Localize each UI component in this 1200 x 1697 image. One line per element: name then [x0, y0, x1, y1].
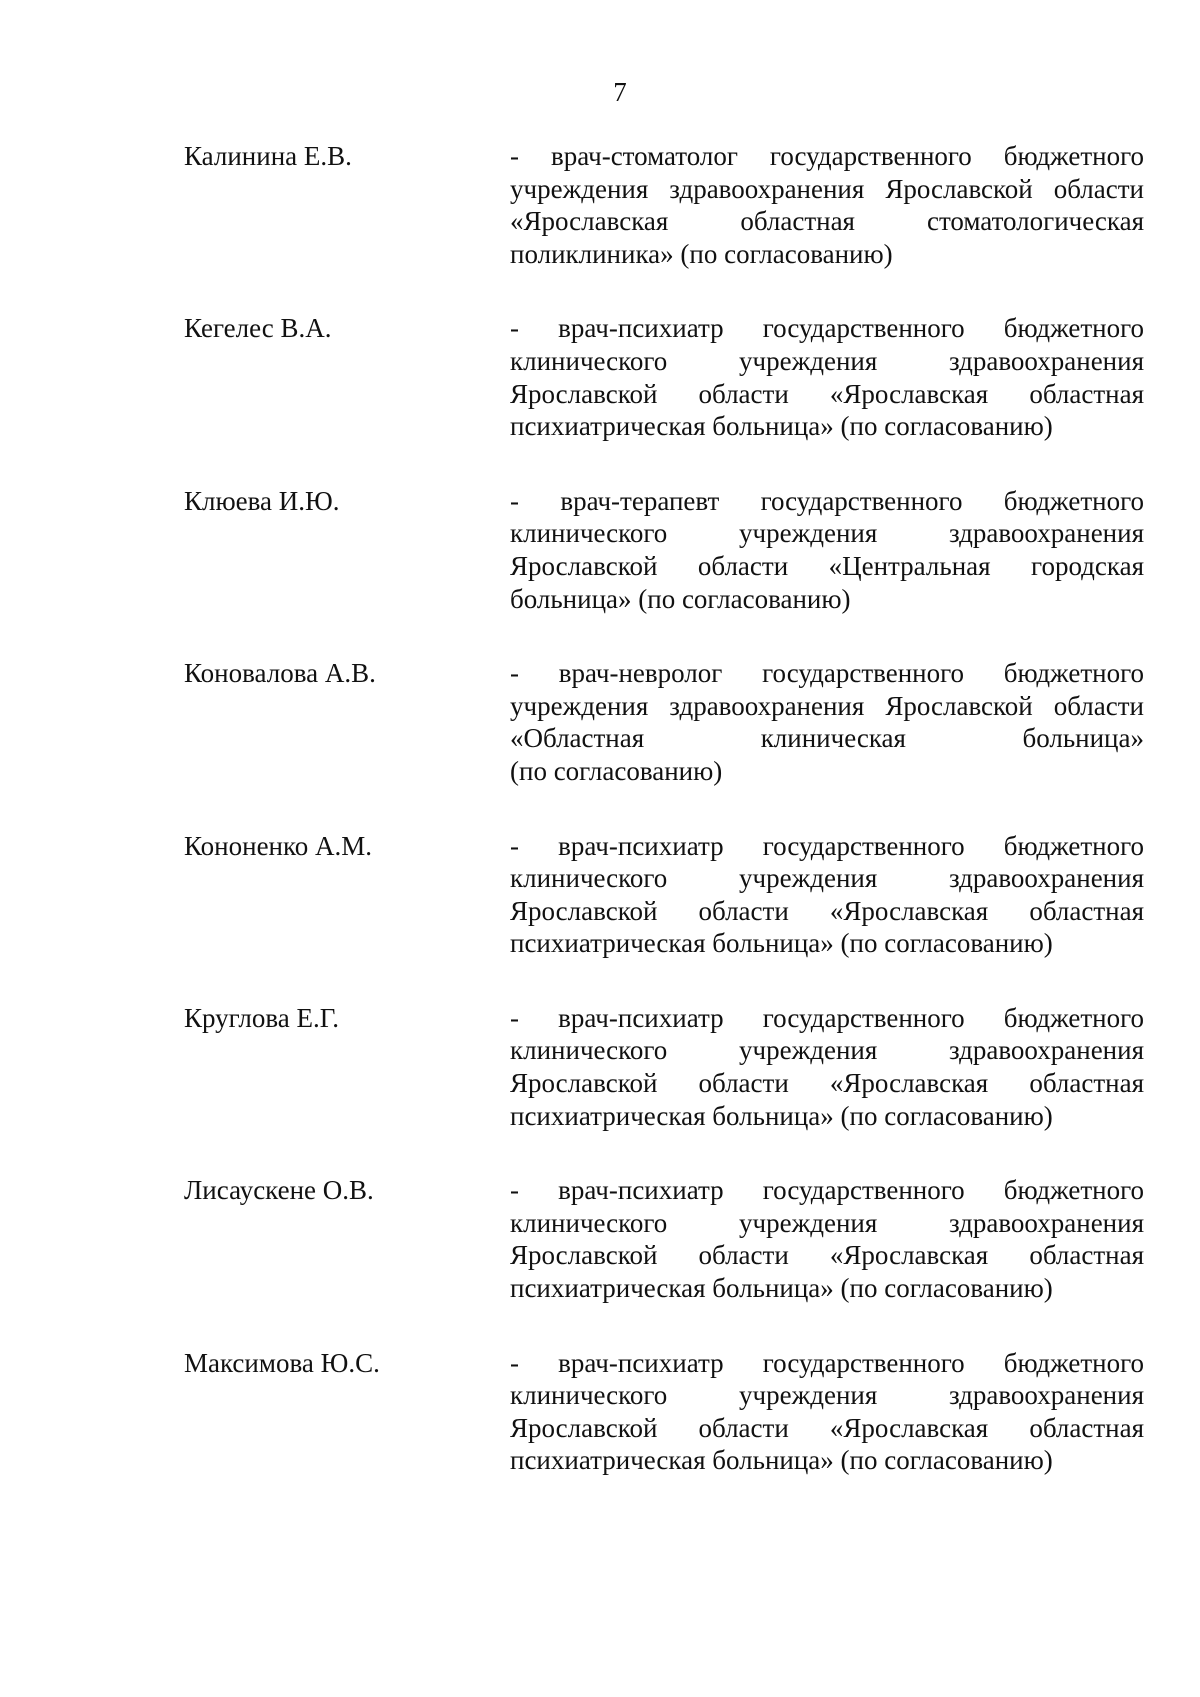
member-name: Кегелес В.А. [184, 313, 332, 344]
member-position-description [510, 140, 1144, 270]
member-name: Круглова Е.Г. [184, 1002, 340, 1033]
page-number: 7 [613, 77, 627, 107]
description-line: «Ярославская областная стоматологическая [510, 206, 1144, 237]
member-name: Максимова Ю.С. [184, 1347, 380, 1378]
member-name: Коновалова А.В. [184, 658, 376, 689]
description-line: Ярославской области «Центральная городская [510, 550, 1144, 581]
description-line: психиатрическая больница» (по согласованию) [510, 1273, 1053, 1304]
member-position-description [510, 830, 1144, 960]
description-line: психиатрическая больница» (по согласованию) [510, 928, 1053, 959]
member-name: Клюева И.Ю. [184, 485, 340, 516]
description-line: Ярославской области «Ярославская областная [510, 1068, 1144, 1099]
description-line: - врач-психиатр государственного бюджетного [510, 1175, 1144, 1206]
description-line: учреждения здравоохранения Ярославской области [510, 690, 1144, 721]
description-line: клинического учреждения здравоохранения [510, 863, 1144, 894]
description-line: психиатрическая больница» (по согласованию) [510, 1445, 1053, 1476]
description-line: учреждения здравоохранения Ярославской области [510, 173, 1144, 204]
member-list [184, 140, 1144, 1519]
member-position-description [510, 312, 1144, 442]
member-position-description [510, 1002, 1144, 1132]
description-line: - врач-терапевт государственного бюджетного [510, 485, 1144, 516]
description-line: Ярославской области «Ярославская областная [510, 1240, 1144, 1271]
description-line: - врач-психиатр государственного бюджетного [510, 830, 1144, 861]
description-line: психиатрическая больница» (по согласованию) [510, 1100, 1053, 1131]
description-line: - врач-психиатр государственного бюджетного [510, 313, 1144, 344]
description-line: Ярославской области «Ярославская областная [510, 1412, 1144, 1443]
description-line: Ярославской области «Ярославская областная [510, 895, 1144, 926]
member-position-description [510, 485, 1144, 615]
member-entry [184, 1174, 1144, 1304]
description-line: «Областная клиническая больница» [510, 723, 1144, 754]
description-line: клинического учреждения здравоохранения [510, 518, 1144, 549]
member-position-description [510, 1174, 1144, 1304]
member-entry [184, 830, 1144, 960]
member-entry [184, 312, 1144, 442]
description-line: - врач-стоматолог государственного бюджетного [510, 141, 1144, 171]
description-line: - врач-невролог государственного бюджетного [510, 658, 1144, 689]
description-line: клинического учреждения здравоохранения [510, 345, 1144, 376]
description-line: - врач-психиатр государственного бюджетного [510, 1347, 1144, 1378]
member-position-description [510, 1347, 1144, 1477]
description-line: клинического учреждения здравоохранения [510, 1380, 1144, 1411]
member-position-description [510, 657, 1144, 787]
member-entry [184, 657, 1144, 787]
member-name: Кононенко А.М. [184, 830, 372, 861]
description-line: Ярославской области «Ярославская областная [510, 378, 1144, 409]
member-name: Лисаускене О.В. [184, 1175, 374, 1206]
description-line: поликлиника» (по согласованию) [510, 238, 893, 269]
member-entry [184, 140, 1144, 270]
description-line: клинического учреждения здравоохранения [510, 1035, 1144, 1066]
member-name: Калинина Е.В. [184, 141, 352, 171]
member-entry [184, 485, 1144, 615]
description-line: психиатрическая больница» (по согласованию) [510, 411, 1053, 442]
member-entry [184, 1002, 1144, 1132]
description-line: - врач-психиатр государственного бюджетного [510, 1002, 1144, 1033]
description-line: (по согласованию) [510, 755, 723, 786]
member-entry [184, 1347, 1144, 1477]
description-line: клинического учреждения здравоохранения [510, 1207, 1144, 1238]
description-line: больница» (по согласованию) [510, 583, 851, 614]
